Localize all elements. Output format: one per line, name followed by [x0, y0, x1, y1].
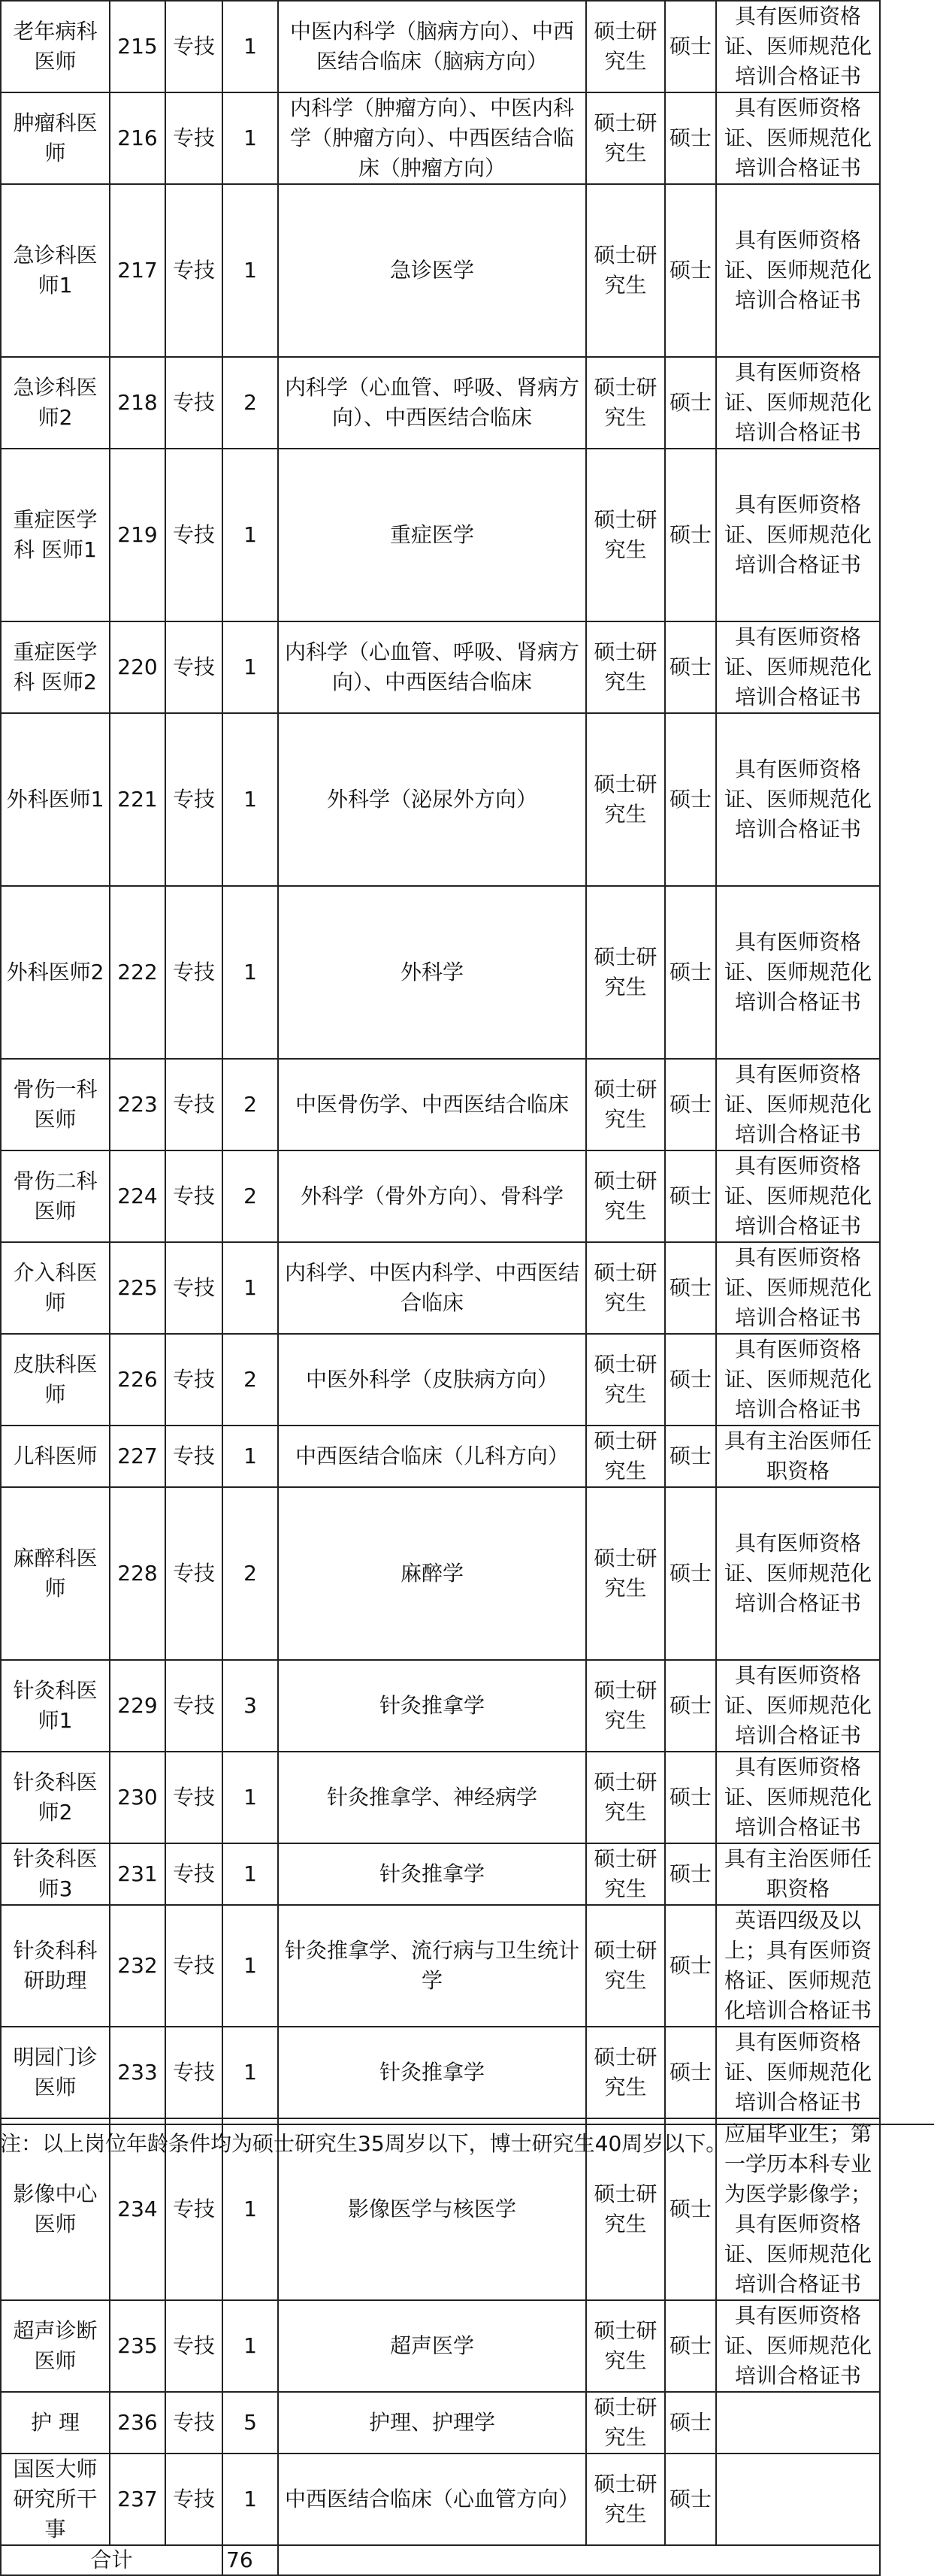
- table-row: [1, 184, 880, 357]
- cell-edu: 硕士研究生: [586, 2300, 665, 2392]
- cell-type: 专技: [165, 1752, 222, 1843]
- cell-req: 具有医师资格证、医师规范化培训合格证书: [716, 184, 880, 357]
- cell-code: 230: [110, 1752, 165, 1843]
- cell-major: 外科学（骨外方向）、骨科学: [278, 1150, 586, 1242]
- cell-type: 专技: [165, 2027, 222, 2118]
- cell-degree: 硕士: [665, 1843, 716, 1905]
- cell-degree: 硕士: [665, 621, 716, 713]
- cell-num: 5: [222, 2392, 278, 2454]
- cell-type: 专技: [165, 1059, 222, 1150]
- cell-major: 中医内科学（脑病方向）、中西医结合临床（脑病方向）: [278, 1, 586, 92]
- cell-req: [716, 2454, 880, 2545]
- cell-degree: 硕士: [665, 357, 716, 449]
- cell-code: 217: [110, 184, 165, 357]
- cell-type: 专技: [165, 2454, 222, 2545]
- cell-req: 具有医师资格证、医师规范化培训合格证书: [716, 357, 880, 449]
- cell-code: 226: [110, 1334, 165, 1426]
- cell-code: 237: [110, 2454, 165, 2545]
- total-empty: [278, 2545, 880, 2575]
- cell-degree: 硕士: [665, 1660, 716, 1752]
- cell-num: 1: [222, 1843, 278, 1905]
- cell-type: 专技: [165, 1150, 222, 1242]
- cell-num: 1: [222, 1905, 278, 2027]
- cell-code: 236: [110, 2392, 165, 2454]
- cell-major: 外科学: [278, 886, 586, 1059]
- cell-num: 3: [222, 1660, 278, 1752]
- cell-req: 具有医师资格证、医师规范化培训合格证书: [716, 621, 880, 713]
- table-row: [1, 449, 880, 621]
- cell-degree: 硕士: [665, 2454, 716, 2545]
- cell-dept: 外科医师2: [1, 886, 110, 1059]
- cell-major: 内科学（心血管、呼吸、肾病方向）、中西医结合临床: [278, 357, 586, 449]
- table-row: [1, 92, 880, 184]
- cell-degree: 硕士: [665, 92, 716, 184]
- table-row: [1, 1, 880, 92]
- cell-req: 具有医师资格证、医师规范化培训合格证书: [716, 886, 880, 1059]
- cell-num: 1: [222, 1, 278, 92]
- cell-major: 内科学（心血管、呼吸、肾病方向）、中西医结合临床: [278, 621, 586, 713]
- cell-degree: 硕士: [665, 886, 716, 1059]
- cell-degree: 硕士: [665, 2027, 716, 2118]
- cell-dept: 国医大师研究所干事: [1, 2454, 110, 2545]
- cell-degree: 硕士: [665, 1487, 716, 1660]
- cell-type: 专技: [165, 1334, 222, 1426]
- cell-num: 1: [222, 886, 278, 1059]
- cell-edu: 硕士研究生: [586, 1752, 665, 1843]
- cell-degree: 硕士: [665, 1334, 716, 1426]
- cell-major: 内科学、中医内科学、中西医结合临床: [278, 1242, 586, 1334]
- cell-req: 具有医师资格证、医师规范化培训合格证书: [716, 1660, 880, 1752]
- cell-num: 1: [222, 2300, 278, 2392]
- table-row: [1, 357, 880, 449]
- cell-major: 外科学（泌尿外方向）: [278, 713, 586, 886]
- cell-dept: 骨伤一科医师: [1, 1059, 110, 1150]
- cell-type: 专技: [165, 184, 222, 357]
- cell-major: 影像医学与核医学: [278, 2118, 586, 2300]
- cell-edu: 硕士研究生: [586, 1426, 665, 1487]
- table-row: [1, 1334, 880, 1426]
- cell-code: 216: [110, 92, 165, 184]
- table-row: [1, 2454, 880, 2545]
- table-row: [1, 2027, 880, 2118]
- cell-num: 1: [222, 1426, 278, 1487]
- cell-dept: 急诊科医师1: [1, 184, 110, 357]
- cell-req: 具有医师资格证、医师规范化培训合格证书: [716, 1242, 880, 1334]
- cell-edu: 硕士研究生: [586, 1905, 665, 2027]
- cell-req: 具有医师资格证、医师规范化培训合格证书: [716, 1, 880, 92]
- table-row: [1, 2300, 880, 2392]
- cell-degree: 硕士: [665, 1752, 716, 1843]
- cell-req: 具有医师资格证、医师规范化培训合格证书: [716, 2027, 880, 2118]
- cell-type: 专技: [165, 621, 222, 713]
- cell-num: 2: [222, 1334, 278, 1426]
- cell-req: 具有医师资格证、医师规范化培训合格证书: [716, 2300, 880, 2392]
- cell-major: 重症医学: [278, 449, 586, 621]
- cell-code: 220: [110, 621, 165, 713]
- cell-num: 2: [222, 1487, 278, 1660]
- cell-type: 专技: [165, 2118, 222, 2300]
- cell-major: 针灸推拿学、流行病与卫生统计学: [278, 1905, 586, 2027]
- cell-degree: 硕士: [665, 1059, 716, 1150]
- cell-major: 中医外科学（皮肤病方向）: [278, 1334, 586, 1426]
- cell-edu: 硕士研究生: [586, 2454, 665, 2545]
- cell-num: 1: [222, 1242, 278, 1334]
- cell-type: 专技: [165, 1487, 222, 1660]
- cell-code: 221: [110, 713, 165, 886]
- cell-type: 专技: [165, 449, 222, 621]
- cell-num: 1: [222, 2027, 278, 2118]
- cell-num: 1: [222, 184, 278, 357]
- cell-req: 具有主治医师任职资格: [716, 1843, 880, 1905]
- cell-edu: 硕士研究生: [586, 92, 665, 184]
- cell-major: 急诊医学: [278, 184, 586, 357]
- cell-num: 2: [222, 357, 278, 449]
- cell-dept: 明园门诊医师: [1, 2027, 110, 2118]
- cell-major: 针灸推拿学: [278, 2027, 586, 2118]
- cell-code: 224: [110, 1150, 165, 1242]
- cell-type: 专技: [165, 1242, 222, 1334]
- footnote: 注：以上岗位年龄条件均为硕士研究生35周岁以下，博士研究生40周岁以下。: [0, 2124, 934, 2166]
- cell-num: 1: [222, 449, 278, 621]
- cell-type: 专技: [165, 92, 222, 184]
- cell-req: 具有医师资格证、医师规范化培训合格证书: [716, 713, 880, 886]
- table-row: [1, 1059, 880, 1150]
- cell-num: 1: [222, 713, 278, 886]
- cell-edu: 硕士研究生: [586, 449, 665, 621]
- cell-dept: 针灸科医师1: [1, 1660, 110, 1752]
- cell-edu: 硕士研究生: [586, 886, 665, 1059]
- cell-req: 具有主治医师任职资格: [716, 1426, 880, 1487]
- cell-degree: 硕士: [665, 449, 716, 621]
- cell-major: 中西医结合临床（儿科方向）: [278, 1426, 586, 1487]
- cell-dept: 麻醉科医师: [1, 1487, 110, 1660]
- cell-degree: 硕士: [665, 2118, 716, 2300]
- cell-edu: 硕士研究生: [586, 184, 665, 357]
- cell-req: 具有医师资格证、医师规范化培训合格证书: [716, 1059, 880, 1150]
- cell-dept: 重症医学科 医师1: [1, 449, 110, 621]
- total-label: 合计: [1, 2545, 222, 2575]
- cell-dept: 介入科医师: [1, 1242, 110, 1334]
- cell-code: 223: [110, 1059, 165, 1150]
- cell-dept: 老年病科医师: [1, 1, 110, 92]
- cell-edu: 硕士研究生: [586, 2392, 665, 2454]
- cell-type: 专技: [165, 886, 222, 1059]
- cell-major: 中医骨伤学、中西医结合临床: [278, 1059, 586, 1150]
- cell-degree: 硕士: [665, 2392, 716, 2454]
- cell-dept: 重症医学科 医师2: [1, 621, 110, 713]
- cell-major: 针灸推拿学、神经病学: [278, 1752, 586, 1843]
- cell-dept: 超声诊断医师: [1, 2300, 110, 2392]
- table-body: [1, 1, 880, 2575]
- cell-code: 229: [110, 1660, 165, 1752]
- cell-degree: 硕士: [665, 1150, 716, 1242]
- cell-req: 具有医师资格证、医师规范化培训合格证书: [716, 449, 880, 621]
- cell-edu: 硕士研究生: [586, 1660, 665, 1752]
- cell-edu: 硕士研究生: [586, 1242, 665, 1334]
- cell-dept: 皮肤科医师: [1, 1334, 110, 1426]
- cell-num: 2: [222, 1150, 278, 1242]
- cell-major: 超声医学: [278, 2300, 586, 2392]
- cell-degree: 硕士: [665, 1242, 716, 1334]
- cell-type: 专技: [165, 1905, 222, 2027]
- table-row: [1, 713, 880, 886]
- cell-type: 专技: [165, 1, 222, 92]
- table-row: [1, 1426, 880, 1487]
- cell-num: 1: [222, 92, 278, 184]
- cell-type: 专技: [165, 2300, 222, 2392]
- cell-degree: 硕士: [665, 2300, 716, 2392]
- cell-code: 215: [110, 1, 165, 92]
- total-value: 76: [222, 2545, 278, 2575]
- cell-type: 专技: [165, 713, 222, 886]
- cell-major: 麻醉学: [278, 1487, 586, 1660]
- cell-code: 235: [110, 2300, 165, 2392]
- cell-dept: 外科医师1: [1, 713, 110, 886]
- cell-dept: 针灸科科研助理: [1, 1905, 110, 2027]
- cell-dept: 儿科医师: [1, 1426, 110, 1487]
- table-row: [1, 2392, 880, 2454]
- cell-req: 具有医师资格证、医师规范化培训合格证书: [716, 92, 880, 184]
- cell-type: 专技: [165, 1660, 222, 1752]
- cell-edu: 硕士研究生: [586, 713, 665, 886]
- cell-req: 应届毕业生；第一学历本科专业为医学影像学；具有医师资格证、医师规范化培训合格证书: [716, 2118, 880, 2300]
- table-row: [1, 1242, 880, 1334]
- cell-degree: 硕士: [665, 713, 716, 886]
- cell-degree: 硕士: [665, 1905, 716, 2027]
- cell-num: 1: [222, 1752, 278, 1843]
- cell-num: 1: [222, 2454, 278, 2545]
- cell-edu: 硕士研究生: [586, 1843, 665, 1905]
- cell-major: 中西医结合临床（心血管方向）: [278, 2454, 586, 2545]
- cell-type: 专技: [165, 1843, 222, 1905]
- cell-dept: 肿瘤科医师: [1, 92, 110, 184]
- cell-dept: 影像中心医师: [1, 2118, 110, 2300]
- cell-dept: 急诊科医师2: [1, 357, 110, 449]
- cell-dept: 骨伤二科医师: [1, 1150, 110, 1242]
- cell-code: 231: [110, 1843, 165, 1905]
- cell-req: 英语四级及以上；具有医师资格证、医师规范化培训合格证书: [716, 1905, 880, 2027]
- cell-major: 护理、护理学: [278, 2392, 586, 2454]
- table-row: [1, 1487, 880, 1660]
- cell-edu: 硕士研究生: [586, 1, 665, 92]
- cell-code: 219: [110, 449, 165, 621]
- cell-type: 专技: [165, 2392, 222, 2454]
- cell-edu: 硕士研究生: [586, 2027, 665, 2118]
- cell-num: 2: [222, 1059, 278, 1150]
- table-row: [1, 1660, 880, 1752]
- cell-code: 233: [110, 2027, 165, 2118]
- cell-edu: 硕士研究生: [586, 357, 665, 449]
- cell-req: [716, 2392, 880, 2454]
- cell-degree: 硕士: [665, 1, 716, 92]
- table-row: [1, 1905, 880, 2027]
- cell-req: 具有医师资格证、医师规范化培训合格证书: [716, 1752, 880, 1843]
- cell-num: 1: [222, 2118, 278, 2300]
- table-row: [1, 886, 880, 1059]
- cell-dept: 针灸科医师3: [1, 1843, 110, 1905]
- cell-edu: 硕士研究生: [586, 2118, 665, 2300]
- table-row: [1, 1752, 880, 1843]
- cell-type: 专技: [165, 1426, 222, 1487]
- cell-num: 1: [222, 621, 278, 713]
- cell-code: 225: [110, 1242, 165, 1334]
- cell-major: 内科学（肿瘤方向）、中医内科学（肿瘤方向）、中西医结合临床（肿瘤方向）: [278, 92, 586, 184]
- cell-code: 222: [110, 886, 165, 1059]
- cell-type: 专技: [165, 357, 222, 449]
- table-row: [1, 1150, 880, 1242]
- cell-dept: 护 理: [1, 2392, 110, 2454]
- cell-edu: 硕士研究生: [586, 1334, 665, 1426]
- cell-degree: 硕士: [665, 1426, 716, 1487]
- cell-degree: 硕士: [665, 184, 716, 357]
- cell-req: 具有医师资格证、医师规范化培训合格证书: [716, 1150, 880, 1242]
- cell-code: 228: [110, 1487, 165, 1660]
- cell-edu: 硕士研究生: [586, 1059, 665, 1150]
- cell-edu: 硕士研究生: [586, 1150, 665, 1242]
- cell-code: 227: [110, 1426, 165, 1487]
- cell-req: 具有医师资格证、医师规范化培训合格证书: [716, 1487, 880, 1660]
- cell-major: 针灸推拿学: [278, 1843, 586, 1905]
- cell-req: 具有医师资格证、医师规范化培训合格证书: [716, 1334, 880, 1426]
- cell-edu: 硕士研究生: [586, 621, 665, 713]
- table-row: [1, 1843, 880, 1905]
- cell-code: 232: [110, 1905, 165, 2027]
- total-row: [1, 2545, 880, 2575]
- cell-dept: 针灸科医师2: [1, 1752, 110, 1843]
- cell-code: 234: [110, 2118, 165, 2300]
- table-row: [1, 621, 880, 713]
- cell-code: 218: [110, 357, 165, 449]
- cell-major: 针灸推拿学: [278, 1660, 586, 1752]
- cell-edu: 硕士研究生: [586, 1487, 665, 1660]
